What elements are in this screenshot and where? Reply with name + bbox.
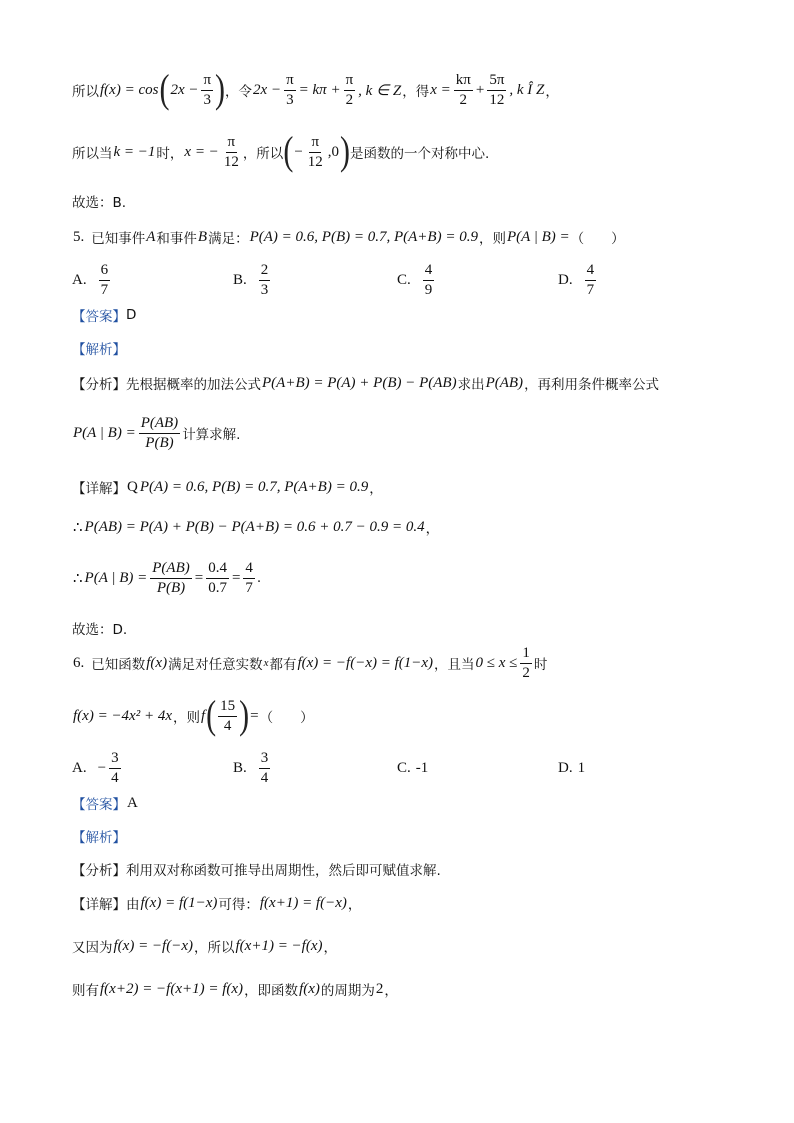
paren-close: ) <box>340 129 351 174</box>
fraction <box>201 71 213 110</box>
math: f(x+1) = f(−x) <box>259 894 347 911</box>
text: 是函数的一个对称中心. <box>350 146 490 162</box>
q6-option-b <box>233 746 272 790</box>
text: ， <box>425 521 440 537</box>
answer-label: 【答案】 <box>72 797 126 813</box>
numerator: 3 <box>259 749 271 769</box>
math: P(A+B) = P(A) + P(B) − P(AB) <box>262 374 457 391</box>
xiangjie-label: 【详解】 <box>72 897 126 913</box>
numerator: P(AB) <box>150 559 191 579</box>
numerator: 2 <box>259 261 271 281</box>
math: = <box>231 569 241 586</box>
conclusion-text: 故选：D. <box>72 622 128 638</box>
math: B <box>197 228 208 245</box>
text: 已知函数 <box>91 657 146 673</box>
math: P(A | B) = <box>506 228 570 245</box>
numerator: π <box>284 71 296 91</box>
text: 先根据概率的加法公式 <box>126 377 261 393</box>
q4-solution-line-1 <box>72 68 559 112</box>
text: 满足： <box>208 231 249 247</box>
numerator: 3 <box>109 749 121 769</box>
numerator: 6 <box>99 261 111 281</box>
denominator: 9 <box>424 281 433 298</box>
numerator: 15 <box>218 697 237 717</box>
question-number: 6. <box>73 654 85 671</box>
math: x = <box>430 81 451 98</box>
math: = <box>194 569 204 586</box>
denominator: 12 <box>223 153 239 170</box>
denominator: 4 <box>223 717 232 734</box>
denominator: 0.7 <box>208 579 227 596</box>
q6-xiangjie <box>72 881 361 925</box>
math: f(x+2) = −f(x+1) = f(x) <box>100 980 244 997</box>
text: 则有 <box>72 983 99 999</box>
denominator: 4 <box>260 769 269 786</box>
fraction <box>520 644 532 683</box>
answer-blank: （ ） <box>259 710 314 726</box>
text: 都有 <box>269 657 297 673</box>
text: ， <box>545 84 559 100</box>
math: f(x) = f(1−x) <box>140 894 218 911</box>
text: ，令 <box>225 84 253 100</box>
option-label: D. <box>558 271 573 288</box>
math: P(AB) <box>485 374 524 391</box>
math: f(x) = −f(−x) <box>113 937 193 954</box>
math: x = − <box>184 143 219 160</box>
answer-value: A <box>127 794 138 811</box>
conclusion-text: 故选：B. <box>72 195 127 211</box>
text: 所以当 <box>72 146 113 162</box>
math: ,0 <box>327 143 340 160</box>
math: 0 ≤ x ≤ <box>475 654 518 671</box>
fraction <box>454 71 473 110</box>
q5-step-2 <box>72 556 261 600</box>
text: 满足对任意实数 <box>168 657 263 673</box>
option-label: D. <box>558 759 573 776</box>
q5-option-d <box>558 258 598 302</box>
minus-sign: − <box>97 759 107 776</box>
paren-open: ( <box>206 693 217 738</box>
q5-step-1 <box>72 505 439 549</box>
numerator: 1 <box>520 644 532 664</box>
numerator: 5π <box>487 71 506 91</box>
q5-stem <box>72 215 625 259</box>
denominator: 3 <box>286 91 294 108</box>
q5-xiangjie <box>72 465 383 509</box>
fraction <box>423 261 435 300</box>
denominator: 3 <box>203 91 211 108</box>
answer-blank: （ ） <box>570 231 625 247</box>
denominator: 2 <box>522 664 530 681</box>
denominator: 7 <box>245 579 253 596</box>
math: f(x) <box>146 654 168 671</box>
answer-label: 【答案】 <box>72 309 126 325</box>
text: ，所以 <box>194 940 235 956</box>
numerator: π <box>226 133 238 153</box>
numerator: 4 <box>585 261 597 281</box>
q6-stem-2 <box>72 694 314 738</box>
option-label: A. <box>72 759 87 776</box>
text: ，则 <box>478 231 506 247</box>
fraction <box>585 261 597 300</box>
math: f(x) = −4x² + 4x <box>73 707 172 724</box>
option-value: -1 <box>415 759 429 776</box>
math: P(A) = 0.6, P(B) = 0.7, P(A+B) = 0.9 <box>249 228 478 245</box>
q4-solution-line-2 <box>72 130 489 174</box>
fraction <box>487 71 506 110</box>
fenxi-label: 【分析】 <box>72 863 126 879</box>
text: 和事件 <box>156 231 197 247</box>
denominator: 12 <box>307 153 323 170</box>
math: = <box>250 707 259 724</box>
numerator: P(AB) <box>139 414 180 434</box>
q6-option-c <box>397 746 429 790</box>
fenxi-label: 【分析】 <box>72 377 126 393</box>
q6-step-2 <box>72 967 398 1011</box>
fraction <box>243 559 255 598</box>
text: 由 <box>126 897 140 913</box>
text: ，再利用条件概率公式 <box>524 377 660 393</box>
text: ，即函数 <box>244 983 299 999</box>
analysis-label: 【解析】 <box>72 342 126 358</box>
option-label: C. <box>397 759 411 776</box>
option-label: B. <box>233 759 247 776</box>
paren-close: ) <box>215 67 226 112</box>
text: 已知事件 <box>91 231 146 247</box>
paren-open: ( <box>159 67 170 112</box>
numerator: 4 <box>243 559 255 579</box>
math: k = −1 <box>113 143 156 160</box>
q5-option-c <box>397 258 436 302</box>
option-label: A. <box>72 271 87 288</box>
math: f(x) = −f(−x) = f(1−x) <box>297 654 434 671</box>
denominator: 2 <box>459 91 468 108</box>
denominator: 7 <box>586 281 595 298</box>
math: 2x − <box>253 81 282 98</box>
math: f(x+1) = −f(x) <box>235 937 323 954</box>
numerator: π <box>344 71 356 91</box>
xiangjie-label: 【详解】 <box>72 481 126 497</box>
math: 2x − <box>170 81 199 98</box>
fraction <box>222 133 241 172</box>
math: = kπ + <box>298 81 341 98</box>
text: 时 <box>533 657 548 673</box>
text: 可得： <box>218 897 259 913</box>
fraction <box>150 559 191 598</box>
fraction <box>259 749 271 788</box>
q5-fenxi <box>72 361 659 405</box>
denominator: 12 <box>489 91 505 108</box>
text: ， <box>384 983 398 999</box>
fraction <box>218 697 237 736</box>
paren-close: ) <box>239 693 250 738</box>
denominator: P(B) <box>145 434 174 451</box>
math: A <box>146 228 156 245</box>
q5-option-b <box>233 258 272 302</box>
math: , k Î Z <box>509 81 545 98</box>
numerator: kπ <box>454 71 473 91</box>
denominator: P(B) <box>156 579 186 596</box>
denominator: 7 <box>100 281 109 298</box>
fraction <box>344 71 356 110</box>
text: 的周期为 <box>320 983 375 999</box>
text: 求出 <box>457 377 485 393</box>
text: 时， <box>156 146 184 162</box>
math: P(A) = 0.6, P(B) = 0.7, P(A+B) = 0.9 <box>139 478 369 495</box>
therefore-symbol: ∴ <box>73 519 83 536</box>
therefore-symbol: ∴ <box>73 570 83 587</box>
text: 计算求解. <box>182 427 241 443</box>
text: ，所以 <box>242 146 284 162</box>
math: x <box>263 657 269 669</box>
paren-open: ( <box>283 129 294 174</box>
math: − <box>294 143 303 160</box>
numerator: π <box>201 71 213 91</box>
text: . <box>256 570 262 586</box>
fraction <box>206 559 229 598</box>
because-symbol: Q <box>127 478 138 495</box>
fraction <box>306 133 325 172</box>
denominator: 3 <box>260 281 269 298</box>
text: ， <box>347 897 362 913</box>
fraction <box>259 261 271 300</box>
numerator: 0.4 <box>206 559 229 579</box>
fraction <box>284 71 296 110</box>
numerator: π <box>309 133 321 153</box>
text: ，得 <box>402 84 430 100</box>
option-label: B. <box>233 271 247 288</box>
q6-option-d <box>558 746 586 790</box>
text: 又因为 <box>72 940 113 956</box>
text: ， <box>323 940 337 956</box>
math: , k ∈ Z <box>358 82 402 99</box>
math: P(A | B) = <box>84 569 148 586</box>
text: 利用双对称函数可推导出周期性，然后即可赋值求解. <box>126 863 441 879</box>
text: ，且当 <box>434 657 475 673</box>
math: 2 <box>375 980 384 997</box>
math: P(AB) = P(A) + P(B) − P(A+B) = 0.6 + 0.7 − 0.9 = 0.4 <box>84 518 425 535</box>
math: P(A | B) = <box>73 424 136 441</box>
answer-value: D <box>126 307 137 323</box>
math: + <box>475 81 485 98</box>
analysis-label: 【解析】 <box>72 830 126 846</box>
q6-step-1 <box>72 924 337 968</box>
text: 所以 <box>72 84 99 100</box>
math: f <box>201 707 206 724</box>
option-value: 1 <box>577 759 586 776</box>
q5-formula <box>72 411 240 455</box>
fraction <box>139 414 180 453</box>
text: ，则 <box>173 710 200 726</box>
q6-stem <box>72 641 547 685</box>
denominator: 2 <box>345 91 354 108</box>
math: f(x) <box>299 980 320 997</box>
option-label: C. <box>397 271 411 288</box>
numerator: 4 <box>423 261 435 281</box>
math: f(x) = cos <box>100 81 159 98</box>
denominator: 4 <box>111 769 119 786</box>
question-number: 5. <box>73 228 85 245</box>
text: ， <box>369 481 383 497</box>
